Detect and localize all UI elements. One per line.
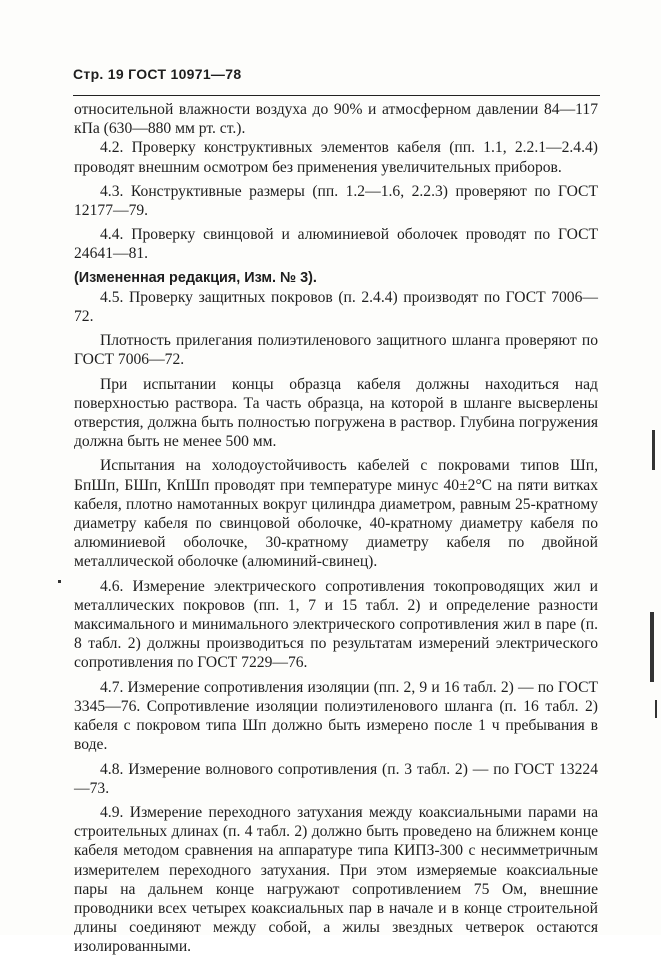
amendment-note: (Измененная редакция, Изм. № 3).	[74, 269, 317, 286]
paragraph-humidity: относительной влажности воздуха до 90% и атмосферном давлении 84—117 кПа (630—880 мм рт. ст.).	[74, 101, 598, 138]
scan-artifact	[58, 580, 61, 583]
paragraph-shield-density: Плотность прилегания полиэтиленового защитного шланга проверяют по ГОСТ 7006—72.	[74, 332, 598, 369]
scan-artifact	[652, 430, 655, 470]
paragraph-cold-resistance: Испытания на холодоустойчивость кабелей с покровами типов Шп, БпШп, БШп, КпШп проводят при температуре минус 40±2°С на пяти витках кабеля, плотно намотанных вокруг цилиндра диаметром, равным 25-кратному диаметру кабеля по свинцовой оболочке, 40-кратному диаметру кабеля по алюминиевой оболочке, 30-кратному диаметру кабеля по двойной металлической оболочке (алюминий-свинец).	[74, 457, 598, 571]
paragraph-4-2: 4.2. Проверку конструктивных элементов кабеля (пп. 1.1, 2.2.1—2.4.4) проводят внешним осмотром без применения увеличительных приборов.	[74, 139, 598, 176]
scan-artifact	[655, 700, 657, 718]
paragraph-4-8: 4.8. Измерение волнового сопротивления (п. 3 табл. 2) — по ГОСТ 13224—73.	[74, 760, 598, 797]
header-rule	[73, 95, 600, 96]
paragraph-4-5: 4.5. Проверку защитных покровов (п. 2.4.4) производят по ГОСТ 7006—72.	[74, 288, 598, 326]
document-body	[74, 100, 598, 957]
scan-artifact	[650, 612, 654, 682]
paragraph-4-3: 4.3. Конструктивные размеры (пп. 1.2—1.6, 2.2.3) проверяют по ГОСТ 12177—79.	[74, 182, 598, 220]
paragraph-4-6: 4.6. Измерение электрического сопротивления токопроводящих жил и металлических покровов (пп. 1, 7 и 15 табл. 2) и определение разности максимального и минимального электрического сопротивления жил в паре (п. 8 табл. 2) должны производиться по результатам измерений электрического сопротивления по ГОСТ 7229—76.	[74, 577, 598, 672]
page-header: Стр. 19 ГОСТ 10971—78	[73, 66, 242, 82]
paragraph-4-9: 4.9. Измерение переходного затухания между коаксиальными парами на строительных длинах (п. 4 табл. 2) должно быть проведено на ближнем конце кабеля методом сравнения на аппаратуре типа КИПЗ-300 с несимметричным измерителем переходного затухания. При этом измеряемые коаксиальные пары на дальнем конце нагружают сопротивлением 75 Ом, внешние проводники всех четырех коаксиальных пар в начале и в конце строительной длины соединяют между собой, а жилы звездных четверок остаются изолированными.	[74, 803, 598, 956]
paragraph-4-4: 4.4. Проверку свинцовой и алюминиевой оболочек проводят по ГОСТ 24641—81.	[74, 226, 598, 263]
paragraph-4-7: 4.7. Измерение сопротивления изоляции (пп. 2, 9 и 16 табл. 2) — по ГОСТ 3345—76. Сопротивление изоляции полиэтиленового шланга (п. 16 табл. 2) кабеля с покровом типа Шп должно быть измерено после 1 ч пребывания в воде.	[74, 678, 598, 754]
paragraph-test-solution: При испытании концы образца кабеля должны находиться над поверхностью раствора. Та часть образца, на которой в шланге высверлены отверстия, должна быть полностью погружена в раствор. Глубина погружения должна быть не менее 500 мм.	[74, 375, 598, 451]
